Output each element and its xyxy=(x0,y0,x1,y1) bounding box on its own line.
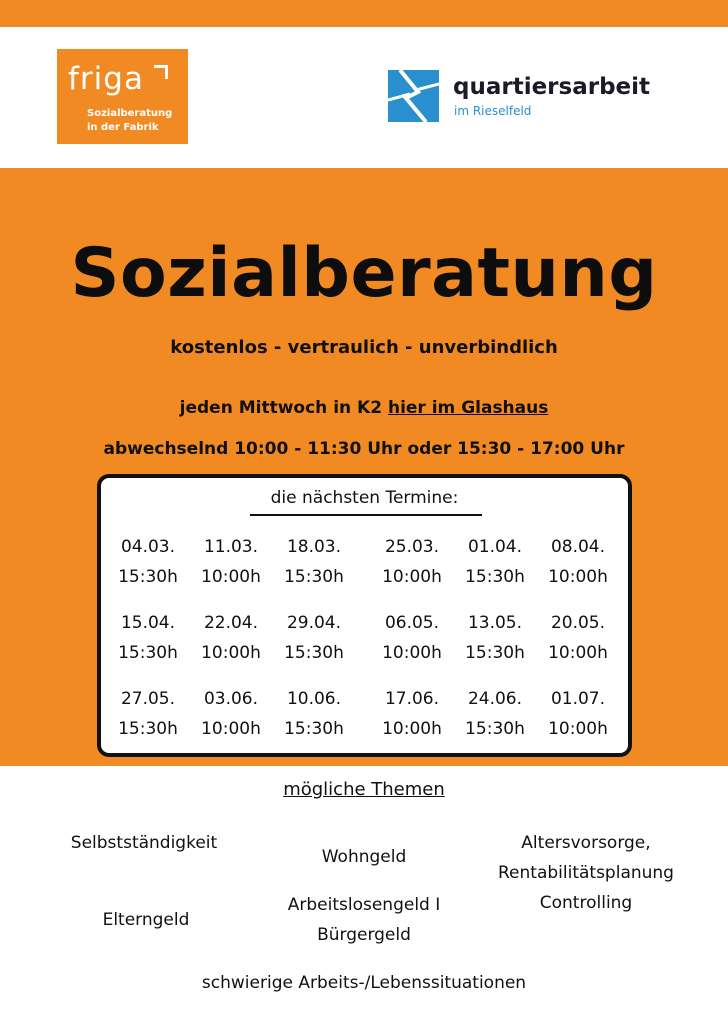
quartiersarbeit-subtitle: im Rieselfeld xyxy=(454,104,532,118)
friga-logo-subtitle: Sozialberatung in der Fabrik xyxy=(87,108,173,133)
appointment-time: 15:30h xyxy=(465,719,525,739)
appointment-time: 15:30h xyxy=(118,567,178,587)
appointment-time: 10:00h xyxy=(382,719,442,739)
page-subtitle: kostenlos - vertraulich - unverbindlich xyxy=(170,337,558,358)
top-accent-bar xyxy=(0,0,728,27)
appointment-date: 22.04. xyxy=(203,613,259,633)
location-link[interactable]: hier im Glashaus xyxy=(387,398,549,418)
appointment-date: 24.06. xyxy=(467,689,523,709)
appointment-date: 04.03. xyxy=(120,537,176,557)
appointment-time: 10:00h xyxy=(382,643,442,663)
appointment-date: 29.04. xyxy=(286,613,342,633)
appointment-time: 10:00h xyxy=(548,719,608,739)
appointment-date: 17.06. xyxy=(384,689,440,709)
appointment-time: 15:30h xyxy=(118,719,178,739)
appointment-date: 20.05. xyxy=(550,613,606,633)
appointment-time: 15:30h xyxy=(465,567,525,587)
appointment-date: 18.03. xyxy=(286,537,342,557)
theme-arbeitslosengeld: Arbeitslosengeld I Bürgergeld xyxy=(287,895,441,945)
appointment-time: 15:30h xyxy=(118,643,178,663)
appointment-time: 15:30h xyxy=(284,643,344,663)
quartiersarbeit-logo xyxy=(388,70,678,126)
appointment-time: 10:00h xyxy=(201,719,261,739)
appointment-time: 10:00h xyxy=(548,567,608,587)
schedule-prefix: jeden Mittwoch in K2 xyxy=(179,398,388,418)
theme-altersvorsorge: Altersvorsorge, Rentabilitätsplanung Controlling xyxy=(498,833,674,913)
appointment-date: 10.06. xyxy=(286,689,342,709)
appointment-date: 13.05. xyxy=(467,613,523,633)
appointment-date: 08.04. xyxy=(550,537,606,557)
schedule-time-line: abwechselnd 10:00 - 11:30 Uhr oder 15:30 - 17:00 Uhr xyxy=(103,439,625,459)
appointment-date: 01.04. xyxy=(467,537,523,557)
appointment-time: 15:30h xyxy=(465,643,525,663)
theme-selbststaendigkeit: Selbstständigkeit xyxy=(70,833,218,853)
appointments-box xyxy=(97,474,632,757)
appointments-heading-underline xyxy=(250,514,482,516)
appointment-time: 10:00h xyxy=(201,643,261,663)
appointment-time: 15:30h xyxy=(284,567,344,587)
appointment-time: 10:00h xyxy=(201,567,261,587)
appointment-time: 15:30h xyxy=(284,719,344,739)
quartiersarbeit-name: quartiersarbeit xyxy=(453,74,651,100)
friga-corner-mark xyxy=(154,65,168,79)
appointments-heading: die nächsten Termine: xyxy=(270,488,459,508)
appointment-date: 03.06. xyxy=(203,689,259,709)
friga-logo-word: friga xyxy=(68,61,144,97)
appointment-date: 11.03. xyxy=(203,537,259,557)
themes-heading: mögliche Themen xyxy=(283,779,445,800)
appointment-date: 06.05. xyxy=(384,613,440,633)
theme-elterngeld: Elterngeld xyxy=(102,910,190,930)
friga-logo xyxy=(57,49,188,144)
theme-schwierige-situationen: schwierige Arbeits-/Lebenssituationen xyxy=(201,973,527,993)
quartiersarbeit-mark-icon xyxy=(388,70,439,122)
page-title: Sozialberatung xyxy=(70,234,658,313)
appointment-date: 25.03. xyxy=(384,537,440,557)
schedule-location-line xyxy=(0,395,728,421)
appointment-time: 10:00h xyxy=(382,567,442,587)
theme-wohngeld: Wohngeld xyxy=(321,847,407,867)
appointment-date: 27.05. xyxy=(120,689,176,709)
appointment-date: 15.04. xyxy=(120,613,176,633)
appointment-date: 01.07. xyxy=(550,689,606,709)
appointment-time: 10:00h xyxy=(548,643,608,663)
